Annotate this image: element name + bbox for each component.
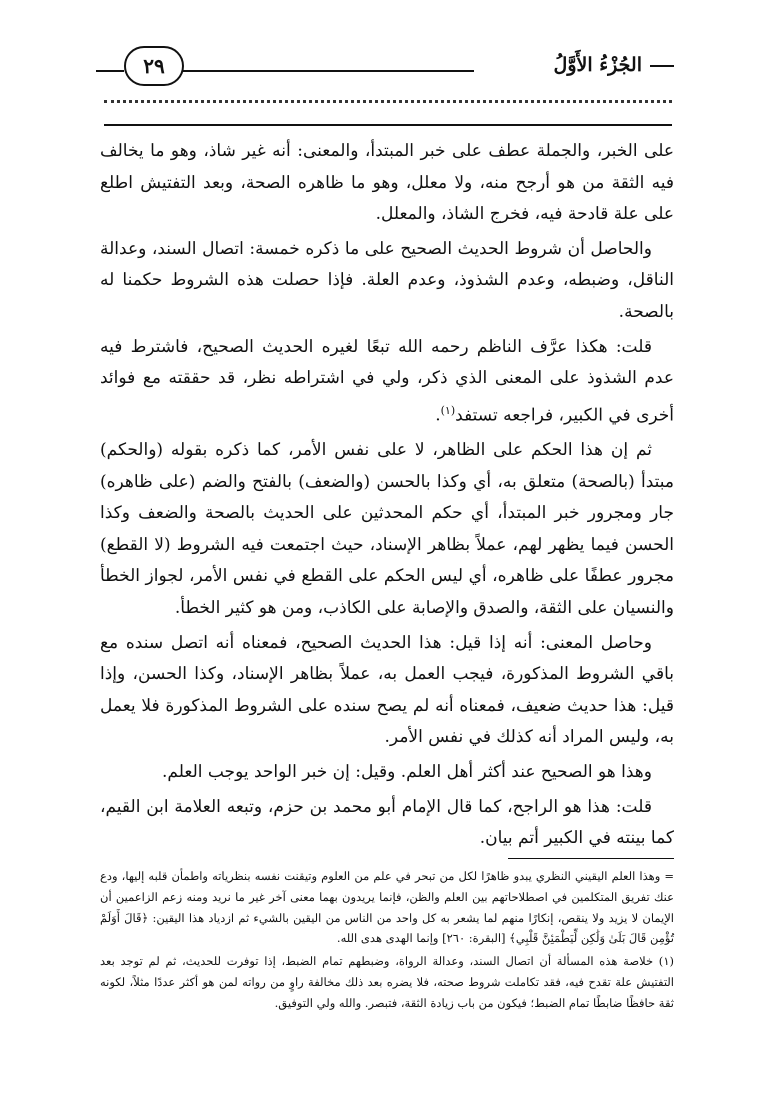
paragraph-3-end: . — [435, 405, 441, 426]
page-number — [124, 46, 184, 86]
footnote-continuation: = وهذا العلم اليقيني النظري يبدو ظاهرًا لكل من تبحر في علم من العلوم وتيقنت نفسه بنظرياته واطمأن قلبه إليها، ودع عنك تفريق المتكلمين في اصطلاحاتهم بين العلم والظن، فإنما يريدون بهما معنى آخر غير ما نريد ومنه زعم الزاعمين أن الإيمان لا يزيد ولا ينقص، إنكارًا منهم لما يشعر به كل واحد من الناس من اليقين بالشيء ثم ازدياد هذا اليقين: ﴿قَالَ أَوَلَمْ تُؤْمِن قَالَ بَلَىٰ وَلَٰكِن لِّيَطْمَئِنَّ قَلْبِي﴾ [البقرة: ٢٦٠] وإنما الهدى هدى الله. — [100, 869, 674, 946]
paragraph-7: قلت: هذا هو الراجح، كما قال الإمام أبو محمد بن حزم، وتبعه العلامة ابن القيم، كما بينته في الكبير أتم بيان. — [100, 796, 674, 849]
footnote-ref-1[interactable]: (١) — [440, 403, 456, 417]
main-text — [100, 136, 674, 858]
header-rule-end — [96, 70, 124, 72]
running-title — [554, 54, 674, 76]
title-dash — [650, 65, 674, 67]
footnote-1: (١) خلاصة هذه المسألة أن اتصال السند، وعدالة الرواة، وضبطهم تمام الضبط، إذا توفرت للحديث، ثم لم توجد بعد التفتيش علة تقدح فيه، فقد تكاملت شروط صحته، فلا يضره بعد ذلك مخالفة راوٍ من رواته لمن هو أكثر عددًا مثلاً، لكونه ثقة حافظًا ضابطًا تمام الضبط؛ فيكون من باب زيادة الثقة، فتبصر. والله ولي التوفيق. — [100, 954, 674, 1010]
paragraph-5: وحاصل المعنى: أنه إذا قيل: هذا الحديث الصحيح، فمعناه أنه اتصل سنده مع باقي الشروط المذكورة، فيجب العمل به، عملاً بظاهر الإسناد، وكذا الحسن، وإذا قيل: هذا حديث ضعيف، فمعناه أنه لم يصح سنده على الشروط المذكورة فلا يعمل به، وليس المراد أنه كذلك في نفس الأمر. — [100, 632, 674, 748]
paragraph-2: والحاصل أن شروط الحديث الصحيح على ما ذكره خمسة: اتصال السند، وعدالة الناقل، وضبطه، وعدم الشذوذ، وعدم العلة. فإذا حصلت هذه الشروط حكمنا له بالصحة. — [100, 238, 674, 322]
paragraph-3-text: قلت: هكذا عرَّف الناظم رحمه الله تبعًا لغيره الحديث الصحيح، فاشترط فيه عدم الشذوذ على المعنى الذي ذكر، ولي في اشتراطه نظر، قد حققته مع فوائد أخرى في الكبير، فراجعه تستفد — [100, 336, 674, 426]
paragraph-6: وهذا هو الصحيح عند أكثر أهل العلم. وقيل: إن خبر الواحد يوجب العلم. — [162, 761, 652, 782]
paragraph-3 — [100, 332, 674, 432]
header-rule — [182, 70, 474, 72]
footnotes — [100, 866, 674, 1016]
dotted-divider — [104, 100, 672, 103]
paragraph-4: ثم إن هذا الحكم على الظاهر، لا على نفس الأمر، كما ذكره بقوله (والحكم) مبتدأ (بالصحة) متعلق به، أي وكذا بالحسن (والضعف) بالفتح والضم (على ظاهره) جار ومجرور خبر المبتدأ، أي حكم المحدثين على الحديث بالصحة والضعف وكذا الحسن فيما يظهر لهم، عملاً بظاهر الإسناد، حيث اجتمعت فيه الشروط (لا القطع) مجرور عطفًا على ظاهره، أي ليس الحكم على القطع في نفس الأمر، لجواز الخطأ والنسيان على الثقة، والصدق والإصابة على الكاذب، ومن هو كثير الخطأ. — [100, 440, 674, 618]
paragraph-1: على الخبر، والجملة عطف على خبر المبتدأ، والمعنى: أنه غير شاذ، وهو ما يخالف فيه الثقة من هو أرجح منه، ولا معلل، وهو ما ظاهره الصحة، وبعد التفتيش اطلع على علة قادحة فيه، فخرج الشاذ، والمعلل. — [100, 141, 674, 225]
body-top-rule — [104, 124, 672, 126]
running-title-text: الجُزْءُ الأَوَّلُ — [553, 54, 642, 76]
page-header — [96, 40, 674, 92]
page-number-text: ٢٩ — [143, 54, 165, 78]
footnote-separator — [508, 858, 674, 859]
